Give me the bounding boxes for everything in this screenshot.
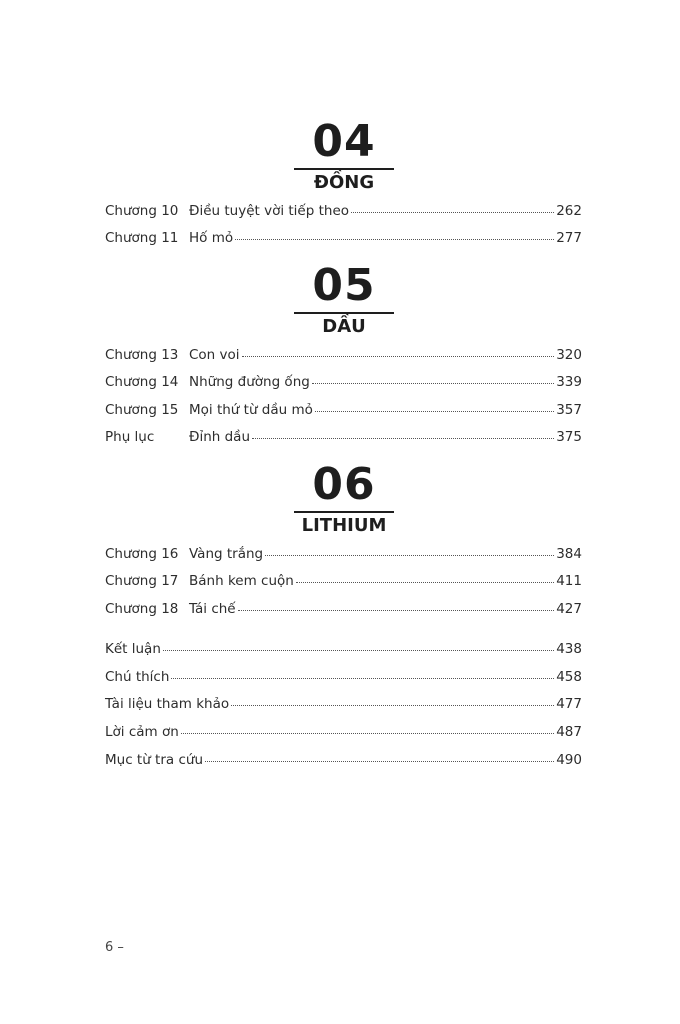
section-title: Tài liệu tham khảo (105, 696, 230, 712)
part-divider (294, 168, 394, 170)
chapter-title: Đỉnh dầu (189, 429, 251, 445)
chapter-label: Chương 14 (105, 374, 179, 390)
section-title: Kết luận (105, 641, 161, 657)
toc-entry-back-matter[interactable] (105, 695, 582, 713)
toc-entry[interactable] (105, 545, 582, 563)
part-title: ĐỒNG (313, 172, 375, 193)
toc-entry[interactable] (105, 202, 582, 220)
chapter-label: Chương 11 (105, 230, 179, 246)
part-divider (294, 312, 394, 314)
page-number: 262 (556, 203, 582, 219)
page-number: 458 (556, 669, 582, 685)
chapter-title: Mọi thứ từ dầu mỏ (189, 402, 313, 418)
chapter-label: Chương 15 (105, 402, 179, 418)
toc-entry[interactable] (105, 229, 582, 247)
chapter-label: Chương 16 (105, 546, 179, 562)
part-header-06 (294, 459, 394, 537)
section-title: Lời cảm ơn (105, 724, 179, 740)
toc-entry-back-matter[interactable] (105, 640, 582, 658)
toc-entry[interactable] (105, 373, 582, 391)
part-header-05 (294, 260, 394, 338)
chapter-title: Những đường ống (189, 374, 310, 390)
section-title: Mục từ tra cứu (105, 752, 204, 768)
toc-entry[interactable] (105, 401, 582, 419)
toc-entry[interactable] (105, 600, 582, 618)
part-title: DẦU (322, 316, 366, 337)
part-number: 06 (312, 459, 376, 510)
dot-leader (205, 761, 554, 762)
part-number: 04 (312, 116, 376, 167)
dot-leader (351, 212, 554, 213)
dot-leader (312, 383, 554, 384)
dot-leader (238, 610, 555, 611)
toc-entry[interactable] (105, 572, 582, 590)
page-number: 438 (556, 641, 582, 657)
section-title: Chú thích (105, 669, 170, 685)
toc-entry[interactable] (105, 346, 582, 364)
dot-leader (296, 582, 554, 583)
dot-leader (315, 411, 554, 412)
dot-leader (163, 650, 554, 651)
toc-entry-back-matter[interactable] (105, 668, 582, 686)
page-number: 427 (556, 601, 582, 617)
chapter-title: Điều tuyệt vời tiếp theo (189, 203, 350, 219)
dot-leader (265, 555, 554, 556)
page-number: 477 (556, 696, 582, 712)
page-number: 357 (556, 402, 582, 418)
page-number: 490 (556, 752, 582, 768)
dot-leader (181, 733, 554, 734)
chapter-title: Con voi (189, 347, 240, 363)
page-footer-number: 6 – (105, 940, 124, 955)
page-number: 277 (556, 230, 582, 246)
part-divider (294, 511, 394, 513)
chapter-title: Tái chế (189, 601, 236, 617)
dot-leader (171, 678, 554, 679)
page-number: 320 (556, 347, 582, 363)
page-number: 339 (556, 374, 582, 390)
toc-entry[interactable] (105, 428, 582, 446)
toc-entry-back-matter[interactable] (105, 751, 582, 769)
dot-leader (235, 239, 554, 240)
part-number: 05 (312, 260, 376, 311)
toc-entry-back-matter[interactable] (105, 723, 582, 741)
part-title: LITHIUM (301, 515, 387, 536)
chapter-label: Chương 17 (105, 573, 179, 589)
page-number: 411 (556, 573, 582, 589)
dot-leader (242, 356, 555, 357)
dot-leader (231, 705, 554, 706)
dot-leader (252, 438, 554, 439)
chapter-title: Hố mỏ (189, 230, 234, 246)
chapter-label: Chương 10 (105, 203, 179, 219)
chapter-label: Phụ lục (105, 429, 155, 445)
chapter-label: Chương 18 (105, 601, 179, 617)
chapter-title: Bánh kem cuộn (189, 573, 294, 589)
page-number: 375 (556, 429, 582, 445)
page-number: 487 (556, 724, 582, 740)
page-number: 384 (556, 546, 582, 562)
chapter-title: Vàng trắng (189, 546, 264, 562)
chapter-label: Chương 13 (105, 347, 179, 363)
part-header-04 (294, 116, 394, 194)
